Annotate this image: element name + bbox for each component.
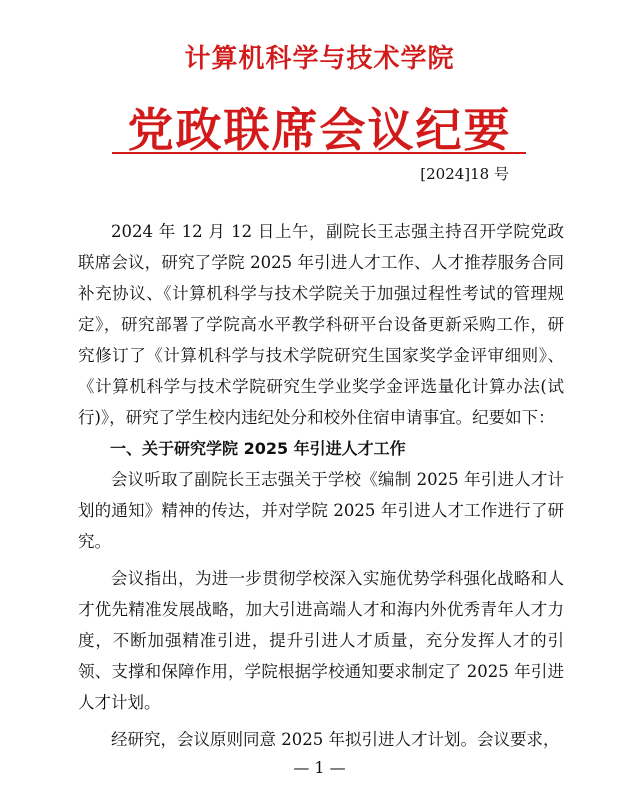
red-divider-line	[112, 152, 526, 154]
page-number: — 1 —	[293, 758, 346, 777]
document-title: 党政联席会议纪要	[127, 103, 512, 157]
intro-paragraph: 2024 年 12 月 12 日上午，副院长王志强主持召开学院党政联席会议，研究了学院 2025 年引进人才工作、人才推荐服务合同补充协议、《计算机科学与技术学院关于加强过程性考试的管理规定》，研究部署了学院高水平教学科研平台设备更新采购工作，研究修订了《计算机科学与技术学院研究生国家奖学金评审细则》、《计算机科学与技术学院研究生学业奖学金评选量化计算办法(试行)》，研究了学生校内违纪处分和校外住宿申请事宜。纪要如下：	[78, 222, 564, 427]
document-body	[78, 216, 564, 755]
organization-name: 计算机科学与技术学院	[184, 44, 455, 74]
section-heading: 一、关于研究学院 2025 年引进人才工作	[110, 439, 406, 458]
body-paragraph: 经研究，会议原则同意 2025 年拟引进人才计划。会议要求，	[111, 730, 560, 749]
body-paragraph: 会议指出，为进一步贯彻学校深入实施优势学科强化战略和人才优先精准发展战略，加大引进高端人才和海内外优秀青年人才力度，不断加强精准引进，提升引进人才质量，充分发挥人才的引领、支撑和保障作用，学院根据学校通知要求制定了 2025 年引进人才计划。	[78, 569, 564, 712]
body-paragraph: 会议听取了副院长王志强关于学校《编制 2025 年引进人才计划的通知》精神的传达，并对学院 2025 年引进人才工作进行了研究。	[78, 470, 564, 551]
document-number: [2024]18 号	[420, 165, 509, 183]
